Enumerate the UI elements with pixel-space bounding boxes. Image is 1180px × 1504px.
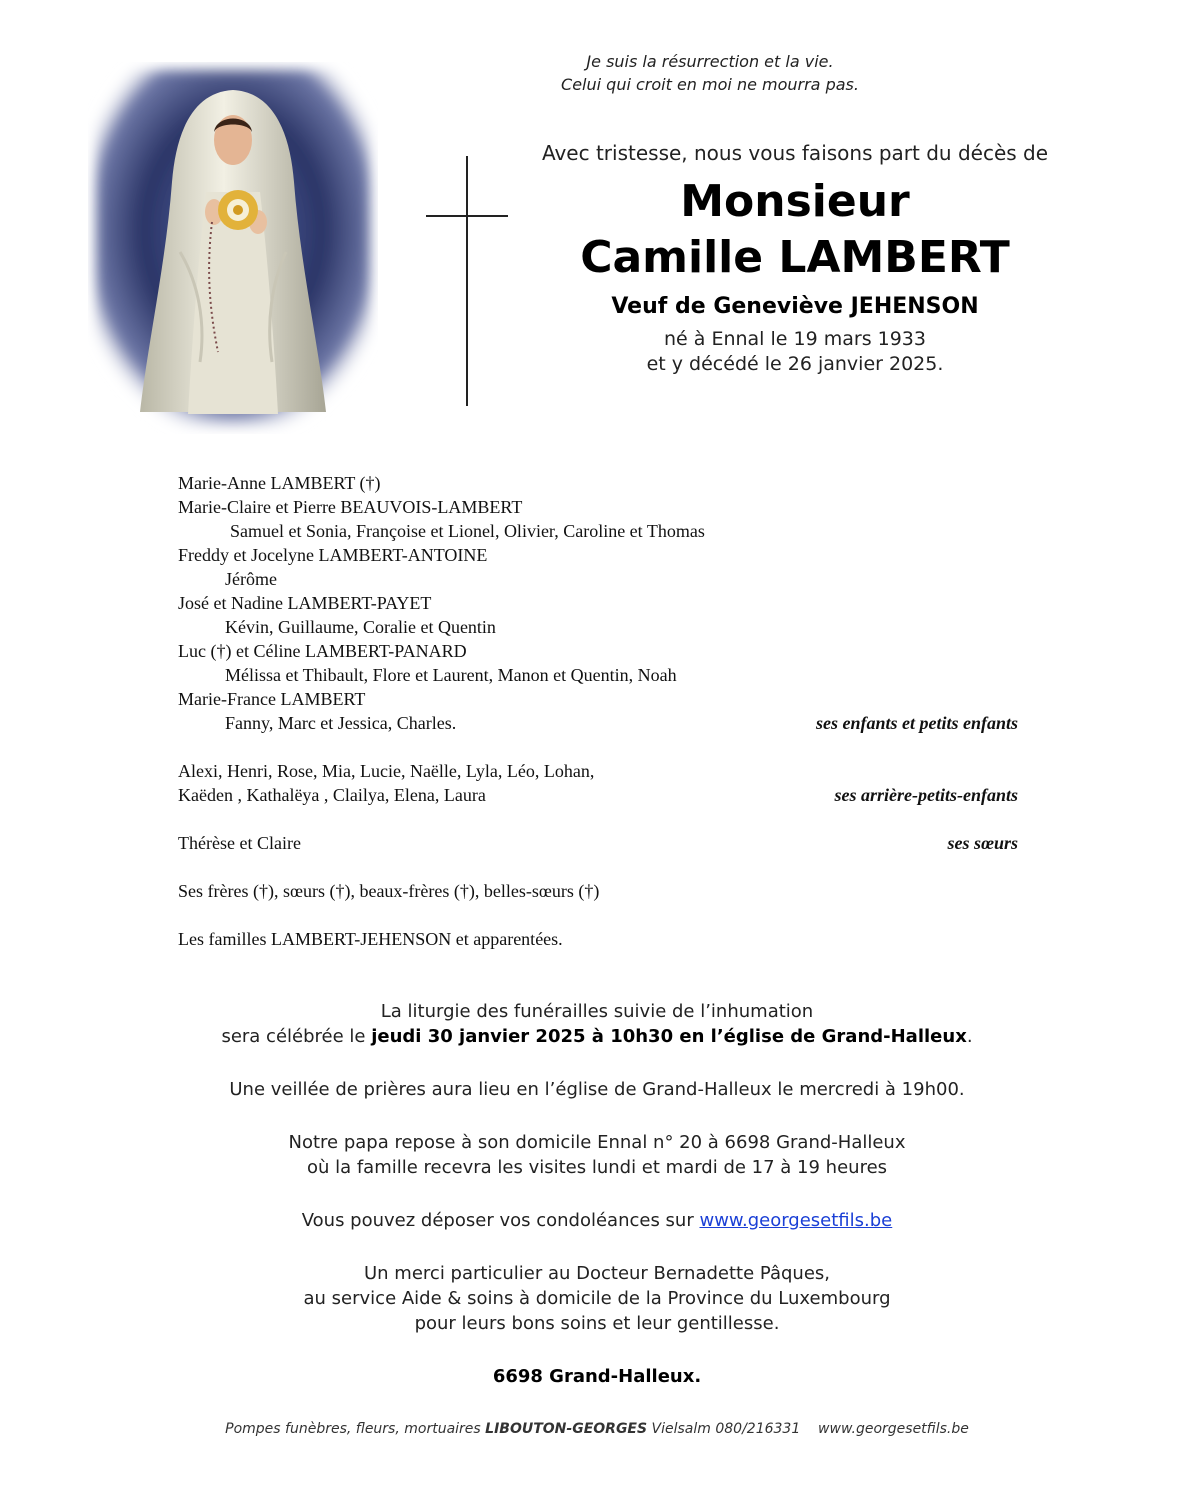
family-line: Marie-Claire et Pierre BEAUVOIS-LAMBERT	[178, 497, 523, 517]
service-details	[100, 999, 1094, 1389]
family-line: Marie-France LAMBERT	[178, 689, 366, 709]
rest-line-1: Notre papa repose à son domicile Ennal n° 20 à 6698 Grand-Halleux	[288, 1132, 906, 1153]
family-line: Freddy et Jocelyne LAMBERT-ANTOINE	[178, 545, 488, 565]
thanks-line-2: au service Aide & soins à domicile de la Province du Luxembourg	[303, 1288, 891, 1309]
family-line: Luc (†) et Céline LAMBERT-PANARD	[178, 641, 467, 661]
liturgy-line-2	[100, 1024, 1094, 1049]
condolences-line	[100, 1208, 1094, 1233]
thanks-line-1: Un merci particulier au Docteur Bernadette Pâques,	[364, 1263, 830, 1284]
place-line	[100, 1364, 1094, 1389]
condolences-prefix: Vous pouvez déposer vos condoléances sur	[301, 1210, 700, 1231]
liturgy-date-place: jeudi 30 janvier 2025 à 10h30 en l’église de Grand-Halleux	[371, 1026, 967, 1047]
children-role-label: ses enfants et petits enfants	[815, 713, 1018, 733]
family-line: José et Nadine LAMBERT-PAYET	[178, 593, 432, 613]
great-grandchildren-line: Alexi, Henri, Rose, Mia, Lucie, Naëlle, Lyla, Léo, Lohan,	[178, 761, 595, 781]
family-line: Jérôme	[225, 569, 277, 589]
footer-prefix: Pompes funèbres, fleurs, mortuaires	[225, 1421, 486, 1437]
widower-line: Veuf de Geneviève JEHENSON	[611, 294, 979, 319]
vigil-line: Une veillée de prières aura lieu en l’église de Grand-Halleux le mercredi à 19h00.	[229, 1079, 965, 1100]
family-line: Samuel et Sonia, Françoise et Lionel, Olivier, Caroline et Thomas	[230, 521, 705, 541]
quote-line-1: Je suis la résurrection et la vie.	[586, 52, 834, 71]
family-line: Fanny, Marc et Jessica, Charles.	[225, 713, 457, 733]
siblings-line: Ses frères (†), sœurs (†), beaux-frères (†), belles-sœurs (†)	[178, 881, 600, 901]
family-line: Marie-Anne LAMBERT (†)	[178, 473, 381, 493]
liturgy-line-1: La liturgie des funérailles suivie de l’inhumation	[380, 1001, 814, 1022]
life-dates	[490, 327, 1100, 377]
quote-line-2: Celui qui croit en moi ne mourra pas.	[561, 75, 859, 94]
deceased-name: Camille LAMBERT	[580, 232, 1010, 283]
announcement-intro: Avec tristesse, nous vous faisons part du décès de	[541, 141, 1049, 165]
scripture-quote	[480, 50, 940, 96]
virgin-mary-image	[88, 62, 378, 434]
footer-suffix: Vielsalm 080/216331 www.georgesetfils.be	[647, 1421, 969, 1437]
great-grandchildren-line: Kaëden , Kathalëya , Clailya, Elena, Laura	[178, 785, 486, 805]
family-line: Mélissa et Thibault, Flore et Laurent, Manon et Quentin, Noah	[225, 665, 677, 685]
thanks-line-3: pour leurs bons soins et leur gentillesse.	[414, 1313, 780, 1334]
families-line: Les familles LAMBERT-JEHENSON et apparentées.	[178, 929, 563, 949]
liturgy-suffix: .	[966, 1026, 973, 1047]
birth-line: né à Ennal le 19 mars 1933	[664, 328, 926, 350]
cross-vertical-bar	[466, 156, 468, 406]
sisters-role-label: ses sœurs	[947, 833, 1018, 853]
sisters-line: Thérèse et Claire	[178, 833, 301, 853]
footer-company: LIBOUTON-GEORGES	[485, 1421, 648, 1437]
condolences-link[interactable]: www.georgesetfils.be	[699, 1210, 893, 1231]
honorific-title: Monsieur	[680, 176, 910, 227]
deceased-name-block	[490, 174, 1100, 286]
great-grandchildren-role-label: ses arrière-petits-enfants	[834, 785, 1018, 805]
family-line: Kévin, Guillaume, Coralie et Quentin	[225, 617, 496, 637]
place-text: 6698 Grand-Halleux.	[492, 1366, 702, 1387]
liturgy-prefix: sera célébrée le	[221, 1026, 372, 1047]
death-line: et y décédé le 26 janvier 2025.	[646, 353, 944, 375]
funeral-home-footer	[100, 1421, 1094, 1437]
rest-line-2: où la famille recevra les visites lundi et mardi de 17 à 19 heures	[306, 1157, 888, 1178]
